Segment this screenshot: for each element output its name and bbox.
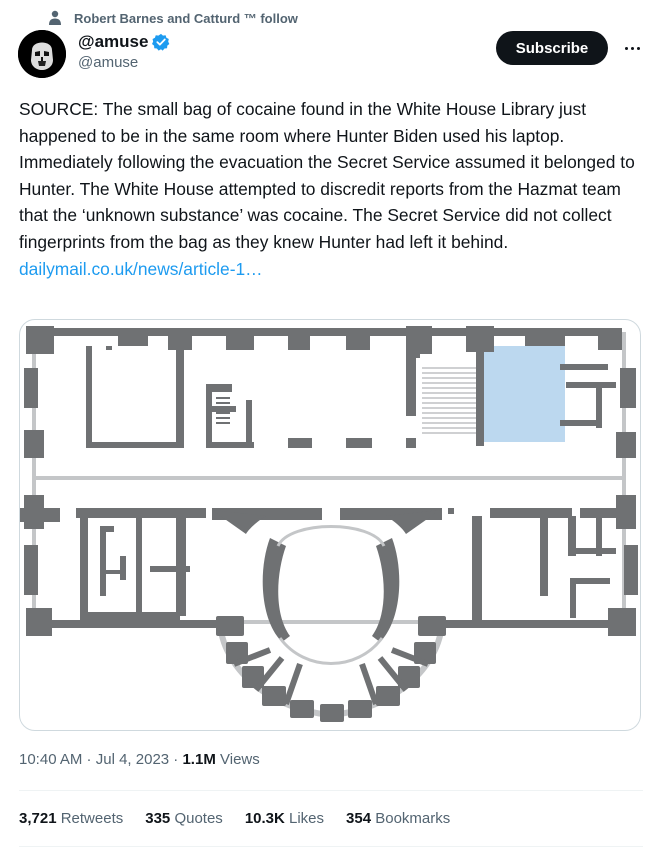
wall bbox=[570, 578, 576, 618]
wall bbox=[616, 432, 636, 458]
tweet-image[interactable] bbox=[19, 319, 641, 731]
more-options-icon[interactable] bbox=[618, 36, 646, 60]
stat-count: 335 bbox=[145, 810, 171, 827]
wall bbox=[80, 612, 180, 620]
wall bbox=[540, 516, 548, 596]
wall bbox=[288, 438, 312, 448]
views-count: 1.1M bbox=[182, 751, 216, 768]
wall bbox=[416, 346, 420, 358]
wall bbox=[406, 438, 416, 448]
wall bbox=[476, 346, 484, 446]
views-label: Views bbox=[220, 751, 260, 768]
wall bbox=[24, 430, 44, 458]
stormtrooper-avatar bbox=[18, 30, 66, 78]
wall bbox=[472, 516, 482, 620]
stat-retweets[interactable] bbox=[19, 810, 123, 827]
tweet-meta: 10:40 AM · Jul 4, 2023 · 1.1M Views bbox=[19, 751, 260, 768]
wall bbox=[596, 516, 602, 556]
stat-count: 3,721 bbox=[19, 810, 57, 827]
wall bbox=[624, 545, 638, 595]
tweet-date[interactable]: Jul 4, 2023 bbox=[95, 751, 170, 768]
wall bbox=[106, 346, 112, 350]
stat-quotes[interactable] bbox=[145, 810, 223, 827]
wall bbox=[24, 368, 38, 408]
wall bbox=[560, 420, 596, 426]
tweet-body: SOURCE: The small bag of cocaine found in the White House Library just happened to be in the same room where Hunter Biden used his laptop. Immediately following the evacuation the Secret Service assumed it belonged to Hunter. The White House attempted to discredit reports from the Hazmat team that the ‘unknown substance’ was cocaine. The Secret Service did not collect fingerprints from the bag as they knew Hunter had left it behind. bbox=[19, 99, 635, 252]
wall bbox=[570, 548, 616, 554]
subscribe-button[interactable]: Subscribe bbox=[496, 31, 608, 65]
wall bbox=[448, 508, 454, 514]
article-link[interactable]: dailymail.co.uk/news/article-1… bbox=[19, 258, 263, 279]
floor-plan-image bbox=[20, 320, 641, 731]
stat-label: Quotes bbox=[170, 810, 223, 827]
stat-count: 354 bbox=[346, 810, 372, 827]
wall bbox=[176, 346, 184, 448]
author-names bbox=[78, 32, 170, 74]
wall bbox=[608, 608, 636, 636]
display-name[interactable]: @amuse bbox=[78, 32, 149, 51]
divider bbox=[19, 846, 643, 847]
wall bbox=[596, 388, 602, 428]
wall bbox=[20, 508, 60, 522]
wall bbox=[560, 364, 608, 370]
wall bbox=[104, 570, 120, 574]
stat-label: Retweets bbox=[56, 810, 124, 827]
display-name-row[interactable] bbox=[78, 32, 170, 52]
wall bbox=[620, 368, 636, 408]
wall bbox=[46, 328, 606, 336]
handle[interactable]: @amuse bbox=[78, 54, 139, 71]
wall bbox=[346, 438, 372, 448]
avatar[interactable] bbox=[18, 30, 66, 78]
wall bbox=[80, 516, 88, 616]
wall bbox=[46, 620, 236, 628]
wall bbox=[86, 442, 176, 448]
wall bbox=[120, 556, 126, 580]
tweet-time[interactable]: 10:40 AM bbox=[19, 751, 83, 768]
wall bbox=[136, 516, 142, 616]
stat-likes[interactable] bbox=[245, 810, 324, 827]
wall bbox=[246, 400, 252, 448]
divider bbox=[19, 790, 643, 791]
wall bbox=[430, 620, 610, 628]
stat-bookmarks[interactable] bbox=[346, 810, 450, 827]
wall bbox=[566, 382, 616, 388]
wall bbox=[490, 508, 572, 518]
wall bbox=[24, 545, 38, 595]
stat-label: Bookmarks bbox=[371, 810, 451, 827]
stat-label: Likes bbox=[284, 810, 325, 827]
tweet-text bbox=[19, 96, 644, 282]
engagement-stats bbox=[19, 810, 450, 827]
stat-count: 10.3K bbox=[244, 810, 285, 827]
wall bbox=[206, 384, 212, 442]
person-icon bbox=[48, 10, 62, 26]
wall bbox=[406, 346, 416, 416]
social-context-text: Robert Barnes and Catturd ™ follow bbox=[74, 10, 298, 26]
wall bbox=[100, 526, 106, 596]
verified-badge-icon bbox=[152, 33, 170, 51]
wall bbox=[86, 346, 92, 446]
social-context[interactable] bbox=[48, 8, 298, 28]
wall bbox=[176, 516, 186, 616]
